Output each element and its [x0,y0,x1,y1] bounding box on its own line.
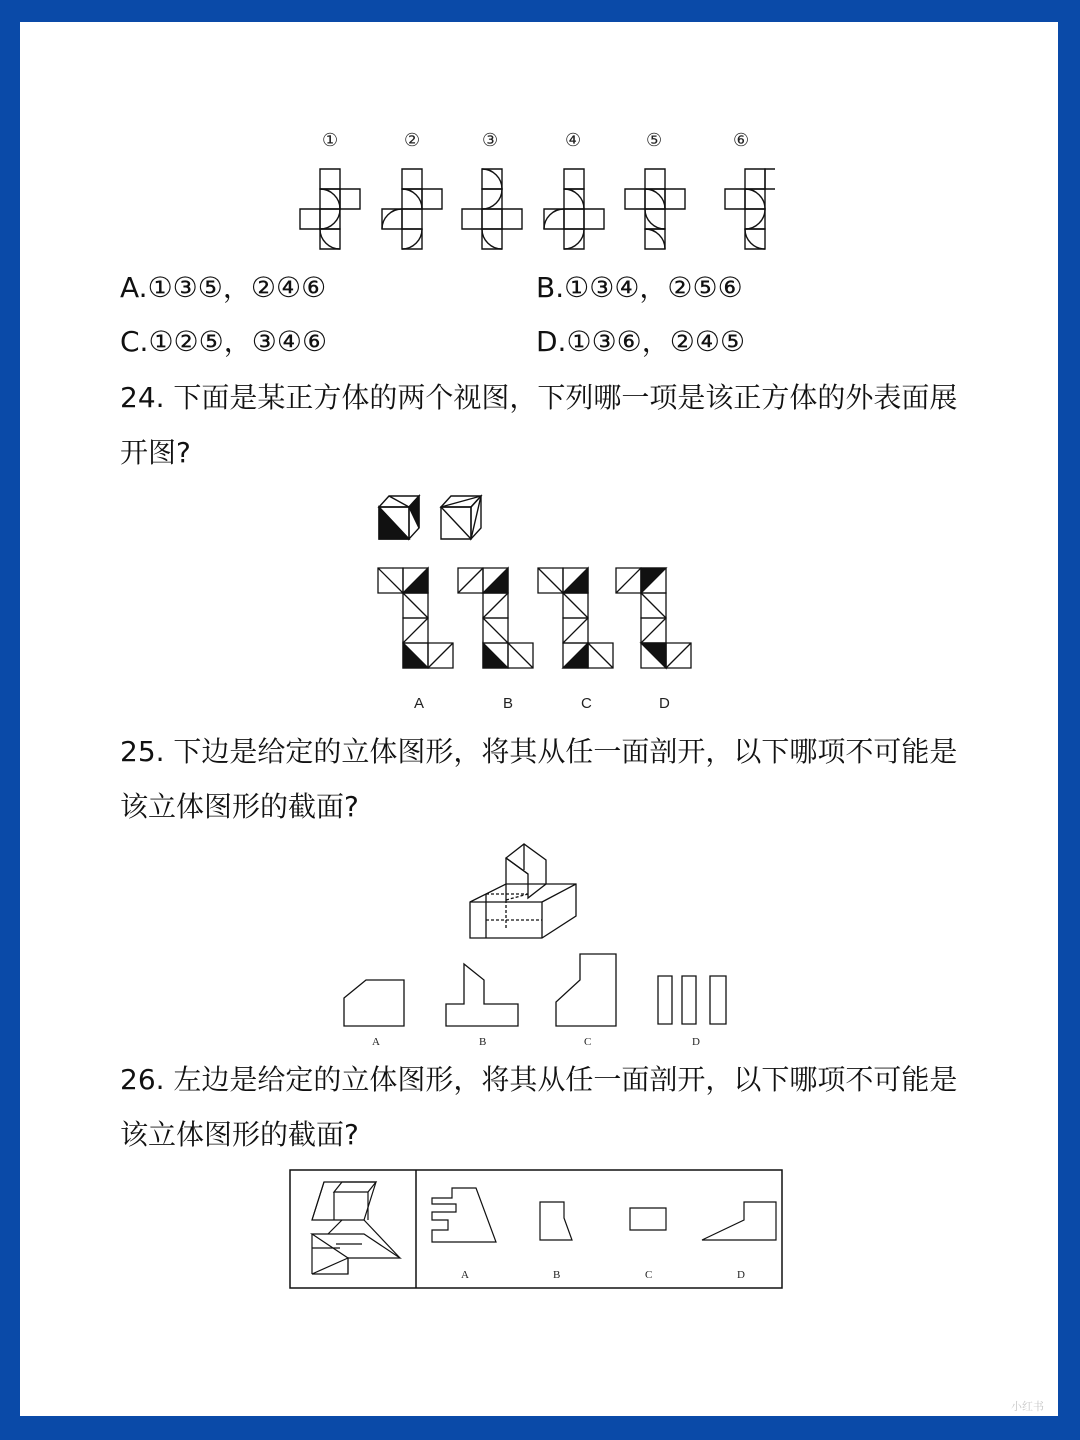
figure-number-3: ③ [482,130,499,151]
q25-shape-d2 [682,976,696,1024]
q26-shape-a [432,1188,496,1242]
figure-number-1: ① [322,130,339,151]
q26-shape-d [702,1202,776,1240]
q24-net-d [616,568,691,668]
q24-net-c [538,568,613,668]
q26-figure-panel [288,1168,784,1290]
q25-label-d: D [692,1036,700,1048]
q23-option-c[interactable]: C.①②⑤，③④⑥ [120,325,328,358]
q24-label-c: C [581,695,592,712]
net-4 [544,169,604,249]
q23-net-figures [295,164,775,256]
q26-shape-c [630,1208,666,1230]
q24-cube-views [376,492,496,544]
q26-label-a: A [461,1269,469,1281]
q23-option-d[interactable]: D.①③⑥，②④⑤ [536,325,746,358]
cube-view-1 [379,496,419,539]
q24-net-options [376,566,696,672]
figure-number-6: ⑥ [733,130,750,151]
q25-question-line2: 该立体图形的截面? [120,790,359,823]
q25-label-b: B [479,1036,487,1048]
net-3 [462,169,522,249]
q25-label-a: A [372,1036,380,1048]
q23-option-a[interactable]: A.①③⑤，②④⑥ [120,271,327,304]
worksheet-page [20,22,1058,1416]
q25-label-c: C [584,1036,592,1048]
net-2 [382,169,442,249]
q24-label-d: D [659,695,670,712]
net-1 [300,169,360,249]
q25-shape-b [446,964,518,1026]
net-5 [625,169,685,249]
q24-question-line2: 开图? [120,436,191,469]
q26-shape-b [540,1202,572,1240]
q25-question-line1: 25. 下边是给定的立体图形，将其从任一面剖开，以下哪项不可能是 [120,735,958,768]
q24-label-a: A [414,695,425,712]
figure-number-4: ④ [565,130,582,151]
q26-label-c: C [645,1269,653,1281]
q24-question-line1: 24. 下面是某正方体的两个视图，下列哪一项是该正方体的外表面展 [120,381,958,414]
q23-option-b[interactable]: B.①③④，②⑤⑥ [536,271,743,304]
q26-question-line1: 26. 左边是给定的立体图形，将其从任一面剖开，以下哪项不可能是 [120,1063,958,1096]
q26-label-d: D [737,1269,745,1281]
q25-section-options [340,950,736,1030]
net-6 [725,169,775,249]
cube-view-2 [441,496,481,539]
q26-question-line2: 该立体图形的截面? [120,1118,359,1151]
q25-shape-a [344,980,404,1026]
q26-label-b: B [553,1269,561,1281]
figure-number-5: ⑤ [646,130,663,151]
q25-shape-d3 [710,976,726,1024]
q25-shape-c [556,954,616,1026]
watermark: 小红书 [1011,1400,1044,1413]
q25-shape-d1 [658,976,672,1024]
q25-solid-figure [466,840,582,944]
q24-label-b: B [503,695,514,712]
q26-solid [312,1182,400,1274]
figure-number-2: ② [404,130,421,151]
q24-net-a [378,568,453,668]
q24-net-b [458,568,533,668]
